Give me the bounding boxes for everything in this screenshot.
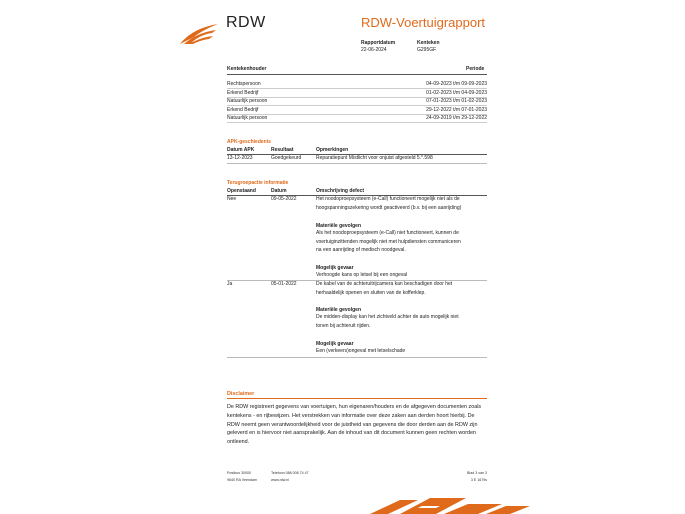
holder-period: 07-01-2023 t/m 01-02-2023: [426, 98, 487, 104]
holder-name: Erkend Bedrijf: [227, 89, 259, 96]
footer-address: [227, 470, 257, 484]
recall-consequence-line: De midden-display kan het zichtveld achter de auto mogelijk niet: [316, 314, 459, 320]
disclaimer-line: RDW neemt geen verantwoordelijkheid voor de juistheid van gegevens die door derden aan de RDW zijn: [227, 421, 478, 428]
holder-period: 24-09-2019 t/m 29-12-2022: [426, 115, 487, 121]
apk-remarks: Reparatiepunt Mistlicht voor onjuist afgesteld 5.*.598: [316, 155, 433, 161]
recall-consequences-label: Materiële gevolgen: [316, 307, 362, 313]
apk-col-date: Datum APK: [227, 147, 255, 153]
disclaimer-heading: Disclaimer: [227, 391, 255, 397]
recall-col-open: Openstaand: [227, 188, 256, 194]
footer-page: Blad 3 van 3: [467, 471, 487, 475]
recall-row-rule: [227, 357, 487, 358]
footer-web[interactable]: www.rdw.nl: [271, 478, 289, 482]
recall-danger-line: Verhoogde kans op letsel bij een ongeval: [316, 272, 408, 278]
footer-postbus: Postbus 30000: [227, 471, 251, 475]
recall-open: Ja: [227, 281, 233, 287]
plate-label: Kenteken: [417, 40, 440, 46]
plate-block: [417, 40, 440, 54]
recall-consequence-line: tonen bij achteruit rijden.: [316, 322, 371, 329]
holder-period: 04-09-2023 t/m 09-09-2023: [426, 81, 487, 87]
document-title: RDW-Voertuigrapport: [361, 15, 486, 30]
recall-danger-label: Mogelijk gevaar: [316, 341, 354, 347]
apk-col-result: Resultaat: [271, 147, 294, 153]
holders-col-holder: Kentekenhouder: [227, 66, 267, 72]
recall-defect-line: hoogspanningszekering wordt geactiveerd (b.v. bij een aanrijding): [316, 204, 462, 211]
holder-name: Erkend Bedrijf: [227, 106, 259, 113]
holders-header-rule: [227, 74, 487, 75]
recall-defect-line: herhaaldelijk openen en sluiten van de kofferklep.: [316, 289, 426, 296]
footer-code: 3 E 1679s: [470, 478, 487, 482]
holder-name: Natuurlijk persoon: [227, 115, 268, 121]
apk-date: 13-12-2023: [227, 155, 253, 161]
recall-open: Nee: [227, 196, 237, 202]
rdw-logo-icon: [178, 22, 220, 46]
footer-contact: [271, 470, 309, 484]
disclaimer-line: ontleend.: [227, 439, 250, 446]
footer-phone: Telefoon 088 008 74 47: [271, 471, 309, 475]
recall-danger-label: Mogelijk gevaar: [316, 265, 354, 271]
recall-date: 05-01-2022: [271, 281, 297, 287]
recall-date: 09-05-2022: [271, 196, 297, 202]
disclaimer-line: geleverd en is hiervoor niet aansprakelijk. Aan de inhoud van dit document kunnen geen rechten worden: [227, 430, 477, 437]
recall-defect-line: De kabel van de achteruitrijcamera kan beschadigen door het: [316, 281, 453, 287]
disclaimer-rule: [227, 398, 487, 399]
recall-consequences-label: Materiële gevolgen: [316, 223, 362, 229]
recall-consequence-line: na een aanrijding of medisch noodgeval.: [316, 247, 406, 253]
report-date-label: Rapportdatum: [361, 40, 396, 46]
holder-period: 01-02-2023 t/m 04-09-2023: [426, 89, 487, 96]
apk-col-remarks: Opmerkingen: [316, 147, 349, 153]
plate-value: G295GF: [417, 47, 437, 53]
holders-row: [227, 114, 487, 123]
report-date-block: [361, 40, 395, 54]
holder-name: Natuurlijk persoon: [227, 98, 268, 104]
recall-consequence-line: Als het noodoproepsysteem (e-Call) niet functioneert, kunnen de: [316, 230, 459, 236]
recall-consequence-line: voertuiginzittenden mogelijk niet met hulpdiensten communiceren: [316, 238, 461, 245]
holders-col-period: Periode: [466, 66, 485, 72]
apk-heading: APK-geschiedenis: [227, 139, 271, 145]
decorative-stripes-icon: [370, 496, 530, 514]
recall-col-desc: Omschrijving defect: [316, 188, 365, 194]
footer-city: 9640 RA Veendam: [227, 478, 257, 482]
recall-defect-line: Het noodoproepsysteem (e-Call) functioneert mogelijk niet als de: [316, 196, 460, 202]
holder-period: 29-12-2022 t/m 07-01-2023: [426, 106, 487, 113]
disclaimer-line: De RDW registreert gegevens van voertuigen, hun eigenaren/houders en de afgegeven documenten zoals: [227, 404, 482, 410]
disclaimer-line: kentekens - en rijbewijzen. Het verstrekken van informatie over deze zaken aan derden hoort hierbij. De: [227, 412, 475, 419]
apk-row-rule: [227, 163, 487, 164]
report-date-value: 22-06-2024: [361, 47, 387, 53]
recall-danger-line: Een (verkeers)ongeval met letselschade: [316, 348, 406, 354]
recall-col-date: Datum: [271, 188, 287, 194]
footer-page-info: [440, 470, 487, 484]
recall-heading: Terugroepactie informatie: [227, 180, 289, 186]
holder-name: Rechtspersoon: [227, 81, 261, 87]
disclaimer-text: [227, 403, 489, 447]
logo-wordmark: RDW: [226, 14, 266, 31]
apk-result: Goedgekeurd: [271, 155, 302, 161]
